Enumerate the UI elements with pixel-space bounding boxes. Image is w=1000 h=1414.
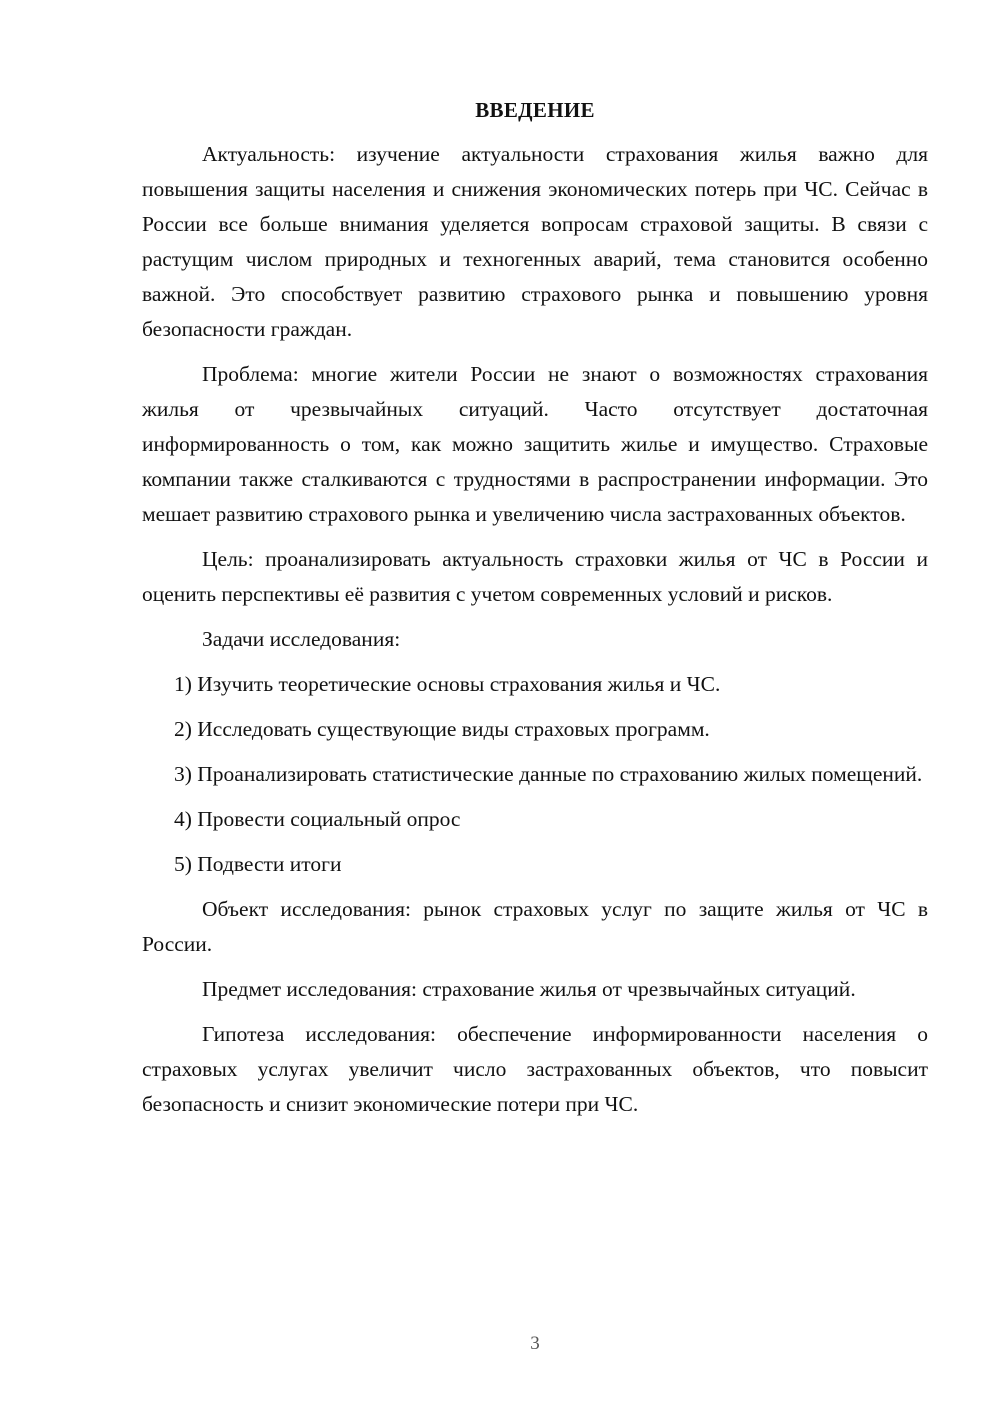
document-page bbox=[142, 95, 928, 1132]
subject-paragraph: Предмет исследования: страхование жилья от чрезвычайных ситуаций. bbox=[202, 977, 856, 1001]
goal-paragraph: Цель: проанализировать актуальность страховки жилья от ЧС в России и оценить перспективы её развития с учетом современных условий и рисков. bbox=[142, 547, 928, 606]
task-item-5: 5) Подвести итоги bbox=[174, 852, 342, 876]
task-item-4: 4) Провести социальный опрос bbox=[174, 807, 461, 831]
task-item-2: 2) Исследовать существующие виды страховых программ. bbox=[174, 717, 710, 741]
task-item-1: 1) Изучить теоретические основы страхования жилья и ЧС. bbox=[174, 672, 721, 696]
problem-paragraph: Проблема: многие жители России не знают о возможностях страхования жилья от чрезвычайных ситуаций. Часто отсутствует достаточная информированность о том, как можно защитить жилье и имущество. Страховые компании также сталкиваются с трудностями в распространении информации. Это мешает развитию страхового рынка и увеличению числа застрахованных объектов. bbox=[142, 362, 928, 526]
page-number: 3 bbox=[530, 1333, 540, 1354]
tasks-heading: Задачи исследования: bbox=[202, 627, 401, 651]
relevance-paragraph: Актуальность: изучение актуальности страхования жилья важно для повышения защиты населения и снижения экономических потерь при ЧС. Сейчас в России все больше внимания уделяется вопросам страховой защиты. В связи с растущим числом природных и техногенных аварий, тема становится особенно важной. Это способствует развитию страхового рынка и повышению уровня безопасности граждан. bbox=[142, 142, 928, 341]
section-title: ВВЕДЕНИЕ bbox=[475, 98, 595, 122]
object-paragraph: Объект исследования: рынок страховых услуг по защите жилья от ЧС в России. bbox=[142, 897, 928, 956]
task-item-3: 3) Проанализировать статистические данные по страхованию жилых помещений. bbox=[174, 762, 923, 786]
hypothesis-paragraph: Гипотеза исследования: обеспечение информированности населения о страховых услугах увеличит число застрахованных объектов, что повысит безопасность и снизит экономические потери при ЧС. bbox=[142, 1022, 928, 1116]
